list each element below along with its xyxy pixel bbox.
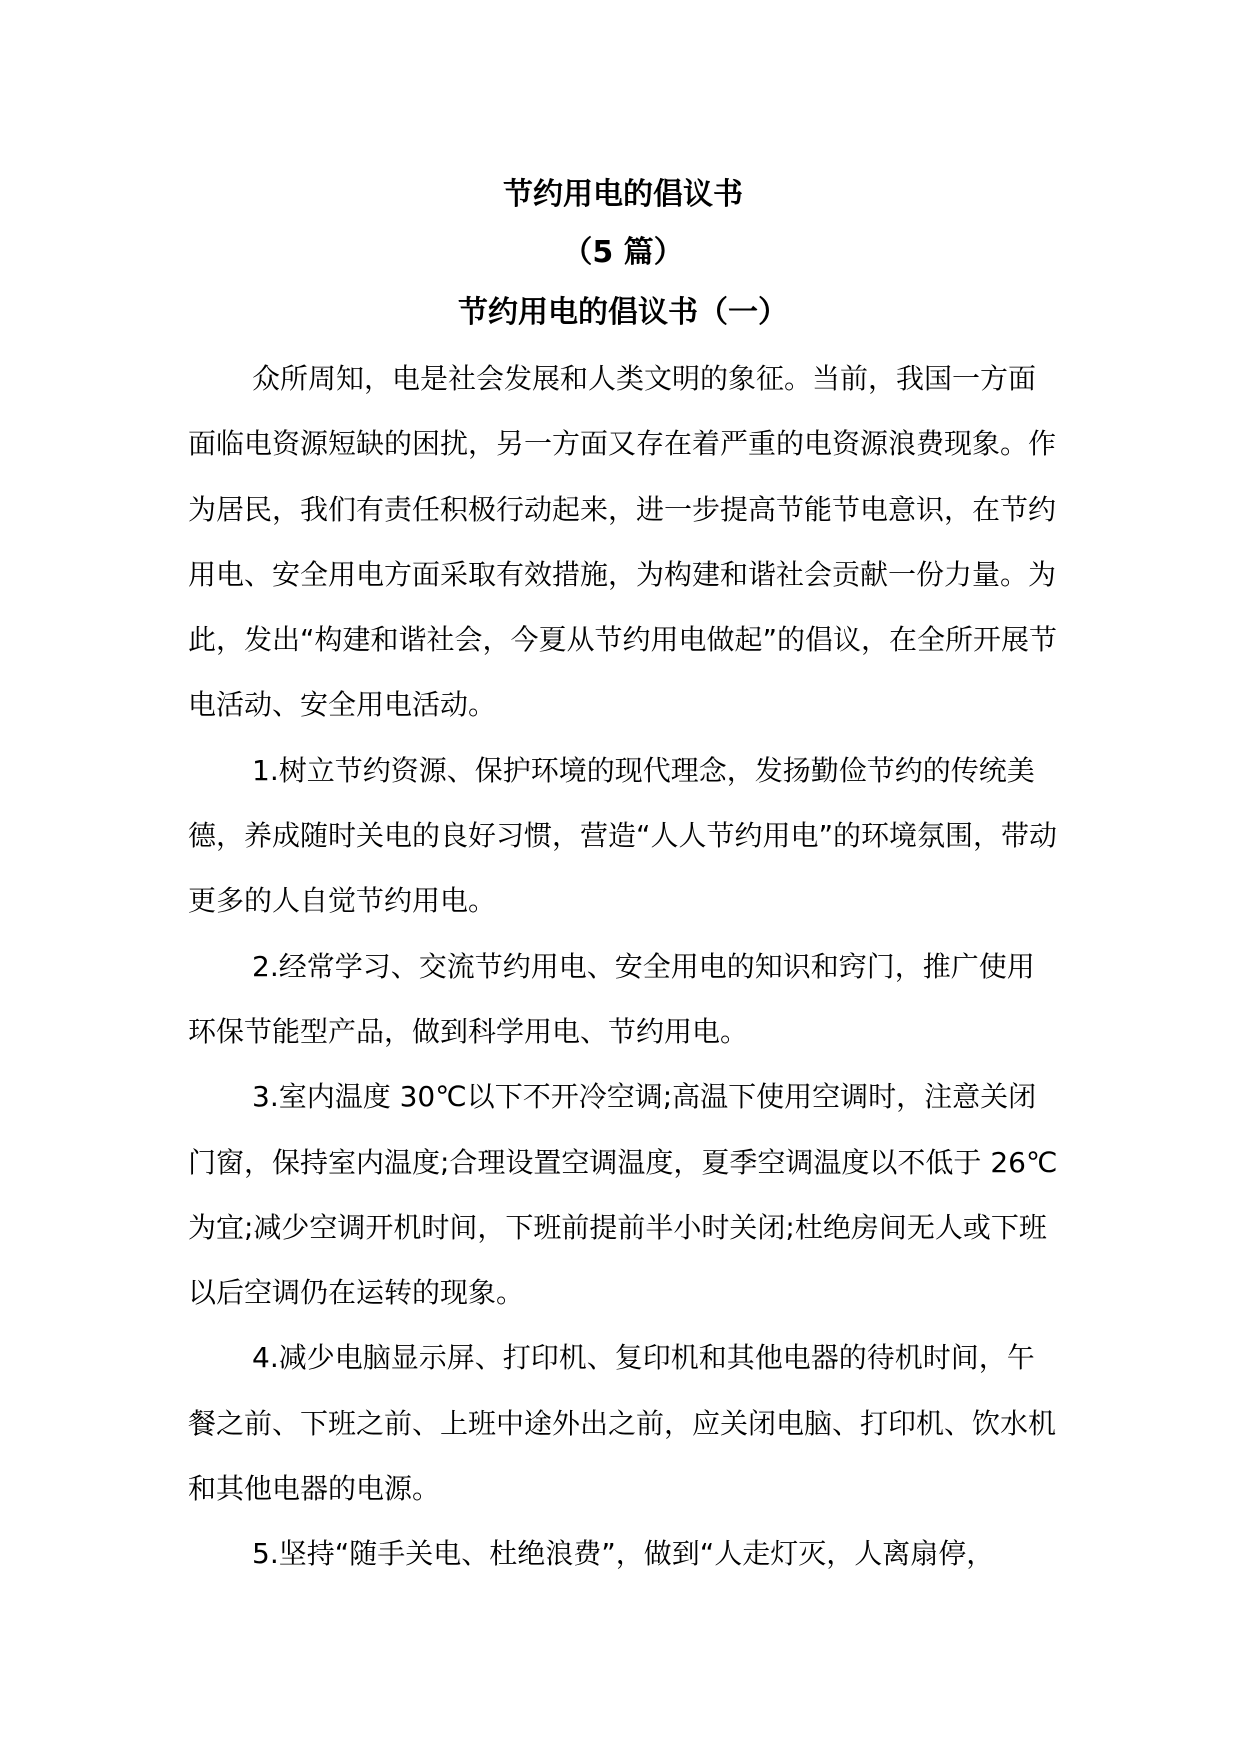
paragraph-item-2: 2.经常学习、交流节约用电、安全用电的知识和窍门，推广使用环保节能型产品，做到科学用电、节约用电。: [188, 949, 1035, 1048]
document-subtitle: （5 篇）: [562, 235, 684, 270]
paragraph-item-5: 5.坚持“随手关电、杜绝浪费”，做到“人走灯灭，人离扇停，: [252, 1537, 995, 1571]
document-title: 节约用电的倡议书: [503, 177, 743, 212]
section-title: 节约用电的倡议书（一）: [458, 295, 788, 330]
document-body: [188, 346, 1058, 1587]
paragraph-item-4: 4.减少电脑显示屏、打印机、复印机和其他电器的待机时间，午餐之前、下班之前、上班中途外出之前，应关闭电脑、打印机、饮水机和其他电器的电源。: [188, 1341, 1057, 1506]
document-page: [188, 170, 1058, 1587]
paragraph-item-3: 3.室内温度 30℃以下不开冷空调;高温下使用空调时，注意关闭门窗，保持室内温度;合理设置空调温度，夏季空调温度以不低于 26℃为宜;减少空调开机时间，下班前提前半小时关闭;杜绝房间无人或下班以后空调仍在运转的现象。: [188, 1080, 1058, 1310]
paragraph-intro: 众所周知，电是社会发展和人类文明的象征。当前，我国一方面面临电资源短缺的困扰，另一方面又存在着严重的电资源浪费现象。作为居民，我们有责任积极行动起来，进一步提高节能节电意识，在节约用电、安全用电方面采取有效措施，为构建和谐社会贡献一份力量。为此，发出“构建和谐社会，今夏从节约用电做起”的倡议，在全所开展节电活动、安全用电活动。: [188, 362, 1058, 722]
paragraph-item-1: 1.树立节约资源、保护环境的现代理念，发扬勤俭节约的传统美德，养成随时关电的良好习惯，营造“人人节约用电”的环境氛围，带动更多的人自觉节约用电。: [188, 753, 1058, 918]
